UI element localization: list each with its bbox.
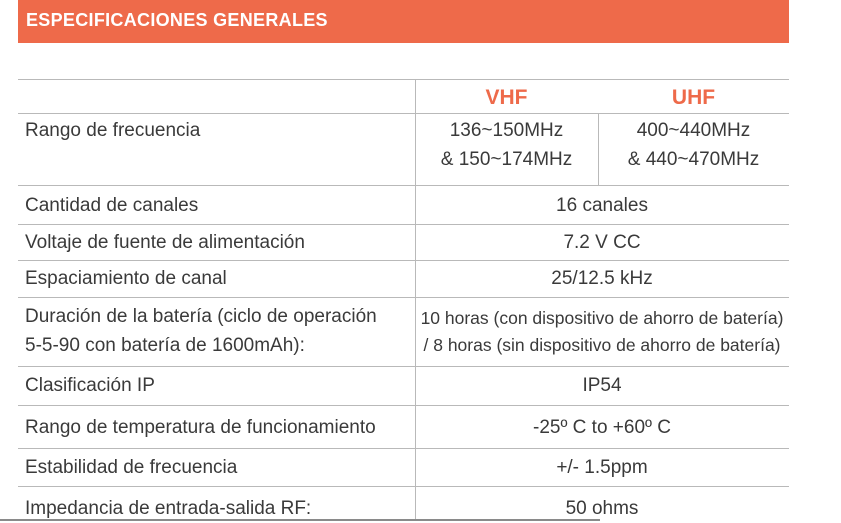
value-uhf-line2: & 440~470MHz xyxy=(627,149,760,170)
value-ip: IP54 xyxy=(582,375,622,396)
section-banner xyxy=(18,0,789,43)
row-label-temperatura: Rango de temperatura de funcionamiento xyxy=(25,417,376,438)
table-rule xyxy=(18,405,789,406)
row-label-voltaje: Voltaje de fuente de alimentación xyxy=(25,232,305,253)
section-title: ESPECIFICACIONES GENERALES xyxy=(26,10,328,30)
page-edge-line xyxy=(0,519,600,521)
table-rule xyxy=(18,113,789,114)
row-label-frecuencia: Rango de frecuencia xyxy=(25,120,201,141)
row-label-bateria-line1: Duración de la batería (ciclo de operación xyxy=(25,306,377,327)
value-voltaje: 7.2 V CC xyxy=(563,232,641,253)
row-label-espaciamiento: Espaciamiento de canal xyxy=(25,268,227,289)
row-label-ip: Clasificación IP xyxy=(25,375,155,396)
value-bateria-line2: / 8 horas (sin dispositivo de ahorro de batería) xyxy=(423,335,781,355)
value-temperatura: -25º C to +60º C xyxy=(533,417,671,438)
header-vhf: VHF xyxy=(485,86,528,109)
value-canales: 16 canales xyxy=(556,195,648,216)
value-vhf-line1: 136~150MHz xyxy=(449,120,564,141)
value-espaciamiento: 25/12.5 kHz xyxy=(551,268,653,289)
value-impedancia: 50 ohms xyxy=(565,498,639,519)
table-rule xyxy=(18,185,789,186)
row-label-bateria-line2: 5-5-90 con batería de 1600mAh): xyxy=(25,335,305,356)
table-rule xyxy=(18,366,789,367)
table-rule xyxy=(18,486,789,487)
table-rule xyxy=(18,224,789,225)
row-label-impedancia: Impedancia de entrada-salida RF: xyxy=(25,498,312,519)
table-rule xyxy=(18,448,789,449)
value-bateria-line1: 10 horas (con dispositivo de ahorro de batería) xyxy=(420,308,784,328)
table-rule xyxy=(18,79,789,80)
row-label-estabilidad: Estabilidad de frecuencia xyxy=(25,457,238,478)
row-label-canales: Cantidad de canales xyxy=(25,195,199,216)
value-estabilidad: +/- 1.5ppm xyxy=(556,457,648,478)
header-uhf: UHF xyxy=(671,86,716,109)
table-rule xyxy=(18,260,789,261)
table-rule xyxy=(18,297,789,298)
value-uhf-line1: 400~440MHz xyxy=(636,120,751,141)
value-vhf-line2: & 150~174MHz xyxy=(440,149,573,170)
